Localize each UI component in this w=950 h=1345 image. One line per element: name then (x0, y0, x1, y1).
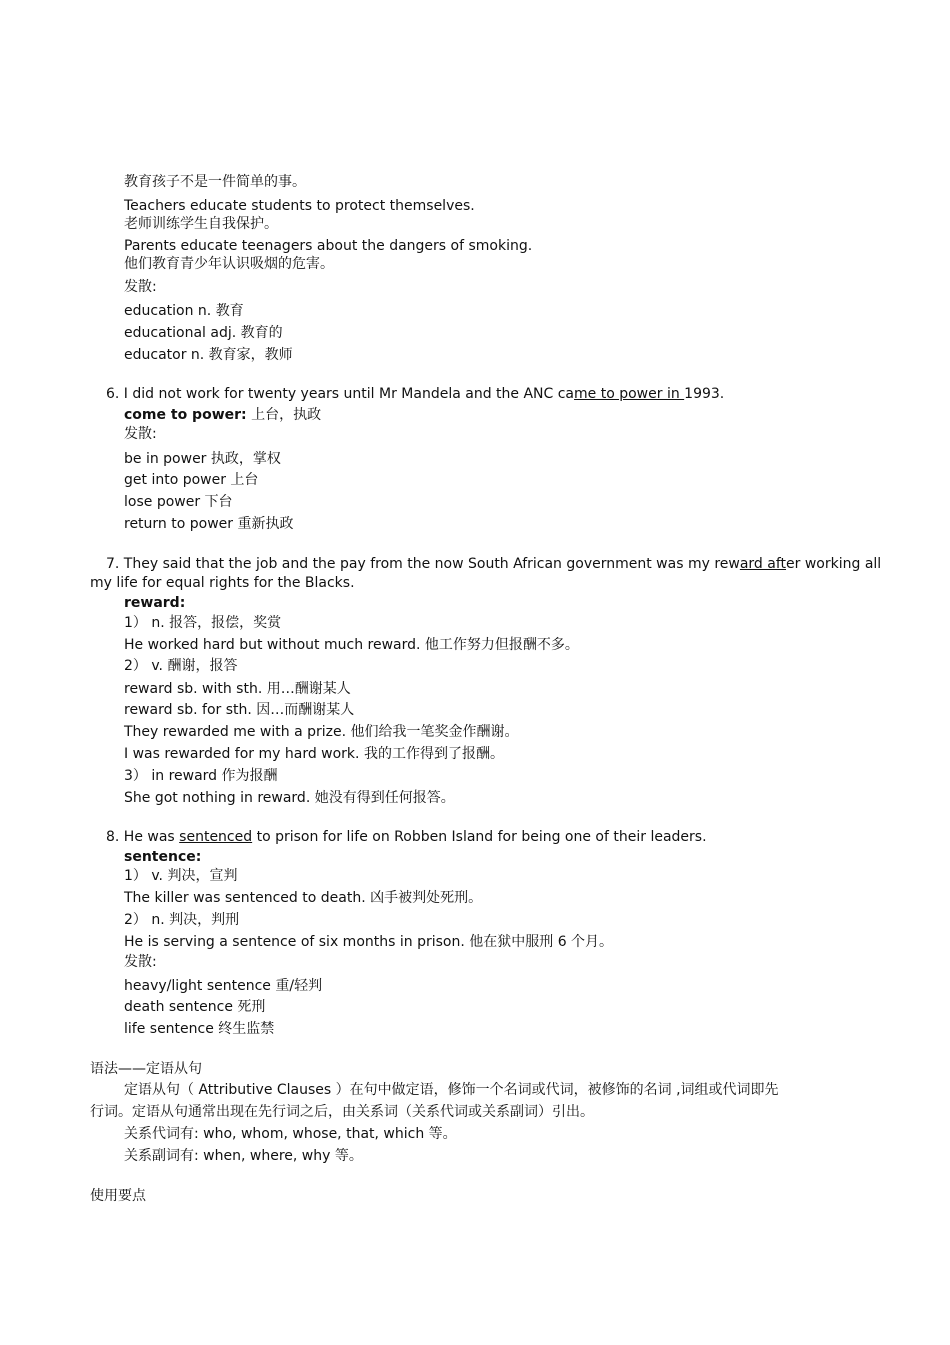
phrase-entry: heavy/light sentence 重/轻判 (124, 978, 323, 994)
sentence-continuation: my life for equal rights for the Blacks. (90, 575, 355, 591)
section-label: 发散: (124, 954, 157, 970)
underlined-phrase: ard aft (739, 556, 787, 572)
paragraph-line: 关系代词有: who, whom, whose, that, which 等。 (124, 1126, 457, 1142)
definition-line: 1） n. 报答，报偿，奖赏 (124, 615, 282, 631)
example-sentence: He worked hard but without much reward. 他工作努力但报酬不多。 (124, 637, 579, 653)
numbered-sentence-7 (106, 554, 881, 574)
phrase-definition (124, 405, 321, 425)
phrase-entry: return to power 重新执政 (124, 516, 294, 532)
phrase-entry: get into power 上台 (124, 472, 259, 488)
example-sentence: He is serving a sentence of six months in prison. 他在狱中服刑 6 个月。 (124, 934, 614, 950)
sentence-part: 8. He was (106, 829, 180, 845)
text-line: 教育孩子不是一件简单的事。 (124, 174, 306, 190)
translation-line: 老师训练学生自我保护。 (124, 216, 278, 232)
underlined-phrase: me to power in (574, 386, 685, 402)
sentence-part: 7. They said that the job and the pay from the now South African government was my rew (106, 556, 740, 572)
sentence-part: 6. I did not work for twenty years until Mr Mandela and the ANC ca (106, 386, 575, 402)
example-sentence: I was rewarded for my hard work. 我的工作得到了报酬。 (124, 746, 504, 762)
phrase-entry: reward sb. for sth. 因…而酬谢某人 (124, 702, 355, 718)
sentence-part: 1993. (684, 386, 725, 402)
numbered-sentence-8 (106, 827, 707, 847)
paragraph-line: 关系副词有: when, where, why 等。 (124, 1148, 363, 1164)
underlined-phrase: sentenced (179, 829, 253, 845)
phrase-meaning: 上台，执政 (246, 407, 322, 423)
phrase-entry: be in power 执政，掌权 (124, 451, 281, 467)
phrase-entry: death sentence 死刑 (124, 999, 266, 1015)
example-sentence: The killer was sentenced to death. 凶手被判处死刑。 (124, 890, 483, 906)
vocab-heading: sentence: (124, 849, 202, 865)
example-sentence: Teachers educate students to protect themselves. (124, 198, 475, 214)
numbered-sentence-6 (106, 384, 724, 404)
word-entry: education n. 教育 (124, 303, 244, 319)
phrase-entry: reward sb. with sth. 用…酬谢某人 (124, 681, 351, 697)
paragraph-line: 行词。定语从句通常出现在先行词之后，由关系词（关系代词或关系副词）引出。 (90, 1104, 594, 1120)
phrase-entry: life sentence 终生监禁 (124, 1021, 275, 1037)
phrase-term: come to power: (124, 407, 247, 423)
translation-line: 他们教育青少年认识吸烟的危害。 (124, 256, 334, 272)
word-entry: educator n. 教育家，教师 (124, 347, 293, 363)
example-sentence: Parents educate teenagers about the dangers of smoking. (124, 238, 533, 254)
section-label: 发散: (124, 426, 157, 442)
section-heading: 使用要点 (90, 1188, 146, 1204)
sentence-part: to prison for life on Robben Island for being one of their leaders. (252, 829, 707, 845)
definition-line: 2） n. 判决，判刑 (124, 912, 240, 928)
grammar-heading: 语法——定语从句 (90, 1061, 202, 1077)
definition-line: 3） in reward 作为报酬 (124, 768, 278, 784)
phrase-entry: lose power 下台 (124, 494, 233, 510)
definition-line: 2） v. 酬谢，报答 (124, 658, 238, 674)
sentence-part: er working all (786, 556, 882, 572)
definition-line: 1） v. 判决，宣判 (124, 868, 238, 884)
example-sentence: They rewarded me with a prize. 他们给我一笔奖金作酬谢。 (124, 724, 519, 740)
example-sentence: She got nothing in reward. 她没有得到任何报答。 (124, 790, 455, 806)
word-entry: educational adj. 教育的 (124, 325, 283, 341)
vocab-heading: reward: (124, 595, 186, 611)
paragraph-line: 定语从句（ Attributive Clauses ）在句中做定语，修饰一个名词或代词，被修饰的名词 ,词组或代词即先 (124, 1082, 779, 1098)
section-label: 发散: (124, 279, 157, 295)
